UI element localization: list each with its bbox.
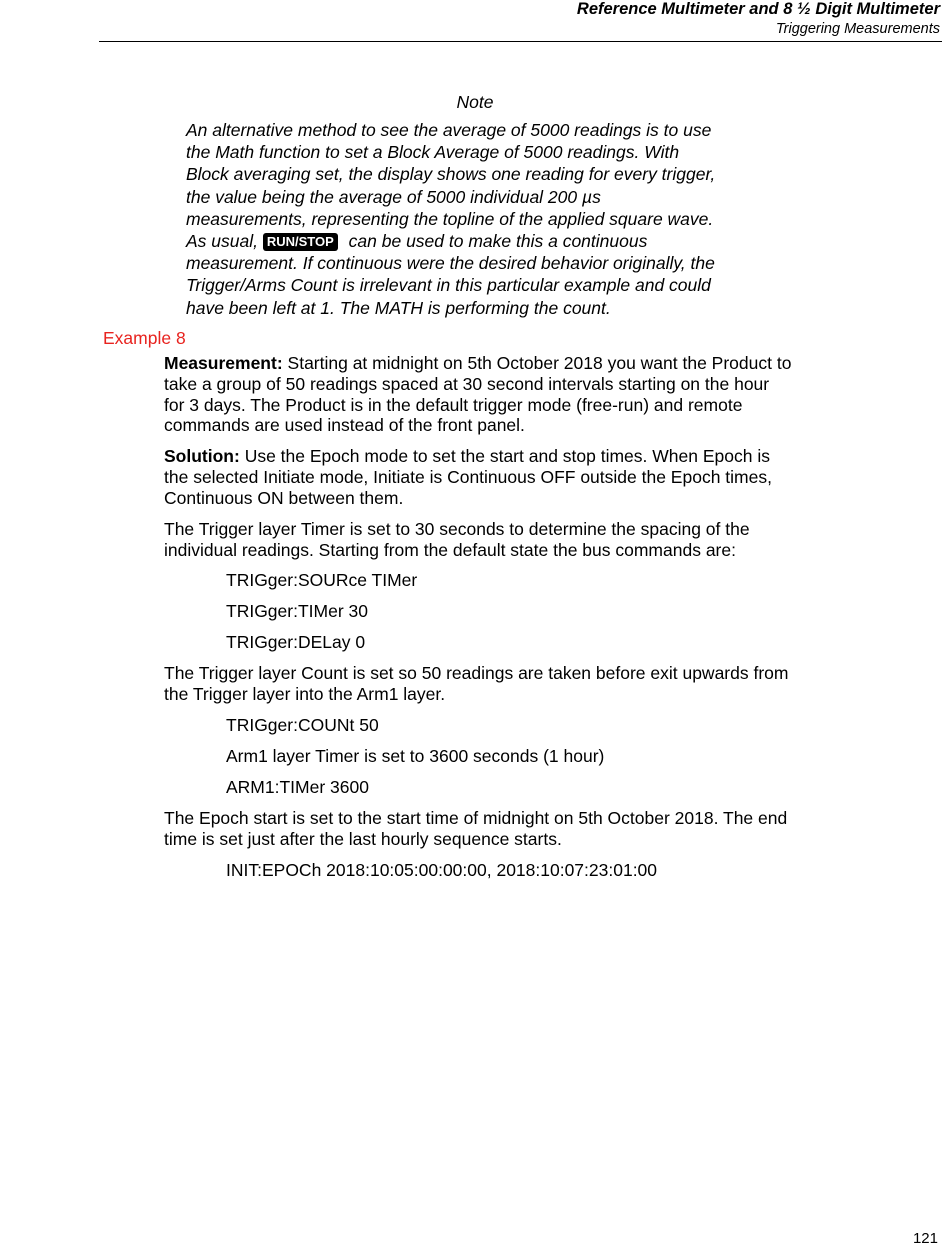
- command-line: TRIGger:COUNt 50: [226, 715, 379, 735]
- text-line: The Trigger layer Count is set so 50 readings are taken before exit upwards from: [164, 663, 789, 683]
- note-line: [186, 230, 715, 252]
- command-line: ARM1:TIMer 3600: [226, 777, 369, 797]
- measurement-paragraph: [164, 353, 791, 436]
- note-line: the value being the average of 5000 individual 200 µs: [186, 186, 601, 207]
- note-line: An alternative method to see the average of 5000 readings is to use: [186, 120, 712, 140]
- text-line: the selected Initiate mode, Initiate is Continuous OFF outside the Epoch times,: [164, 466, 772, 487]
- paragraph: [164, 808, 787, 850]
- note-line: have been left at 1. The MATH is performing the count.: [186, 297, 611, 318]
- command-line: TRIGger:DELay 0: [226, 632, 366, 652]
- note-text: can be used to make this a continuous: [348, 231, 648, 252]
- text-line: Starting at midnight on 5th October 2018 you want the Product to: [287, 353, 792, 373]
- run-stop-key: RUN/STOP: [263, 233, 338, 251]
- measurement-label: Measurement:: [164, 353, 283, 373]
- note-title: Note: [456, 92, 494, 112]
- paragraph: [164, 663, 788, 705]
- text-line: the Trigger layer into the Arm1 layer.: [164, 683, 446, 704]
- command-line: TRIGger:TIMer 30: [226, 601, 368, 621]
- text-line: time is set just after the last hourly sequence starts.: [164, 828, 562, 849]
- solution-label: Solution:: [164, 446, 240, 466]
- text-line: Continuous ON between them.: [164, 487, 404, 508]
- text-line: take a group of 50 readings spaced at 30 second intervals starting on the hour: [164, 373, 770, 394]
- header-rule: [99, 41, 942, 42]
- text-line: Use the Epoch mode to set the start and stop times. When Epoch is: [244, 446, 770, 466]
- command-line: TRIGger:SOURce TIMer: [226, 570, 418, 590]
- note-line: the Math function to set a Block Average of 5000 readings. With: [186, 142, 680, 163]
- command-line: Arm1 layer Timer is set to 3600 seconds (1 hour): [226, 746, 605, 766]
- command-line: INIT:EPOCh 2018:10:05:00:00:00, 2018:10:07:23:01:00: [226, 860, 658, 880]
- text-line: commands are used instead of the front panel.: [164, 415, 525, 436]
- solution-paragraph: [164, 446, 772, 508]
- text-line: individual readings. Starting from the default state the bus commands are:: [164, 539, 736, 560]
- example-heading: Example 8: [103, 328, 186, 348]
- note-line: measurement. If continuous were the desired behavior originally, the: [186, 253, 715, 274]
- note-line: Trigger/Arms Count is irrelevant in this particular example and could: [186, 275, 711, 296]
- note-line: measurements, representing the topline of the applied square wave.: [186, 208, 714, 229]
- paragraph: [164, 519, 750, 561]
- text-line: for 3 days. The Product is in the default trigger mode (free-run) and remote: [164, 394, 743, 415]
- header-title: Reference Multimeter and 8 ½ Digit Multimeter: [576, 0, 940, 18]
- note-body: [186, 119, 715, 319]
- note-text: As usual,: [186, 231, 258, 252]
- header-subtitle: Triggering Measurements: [775, 21, 940, 37]
- text-line: The Epoch start is set to the start time of midnight on 5th October 2018. The end: [164, 808, 788, 828]
- page-number: 121: [912, 1230, 938, 1247]
- note-line: Block averaging set, the display shows one reading for every trigger,: [186, 164, 716, 185]
- text-line: The Trigger layer Timer is set to 30 seconds to determine the spacing of the: [164, 519, 750, 539]
